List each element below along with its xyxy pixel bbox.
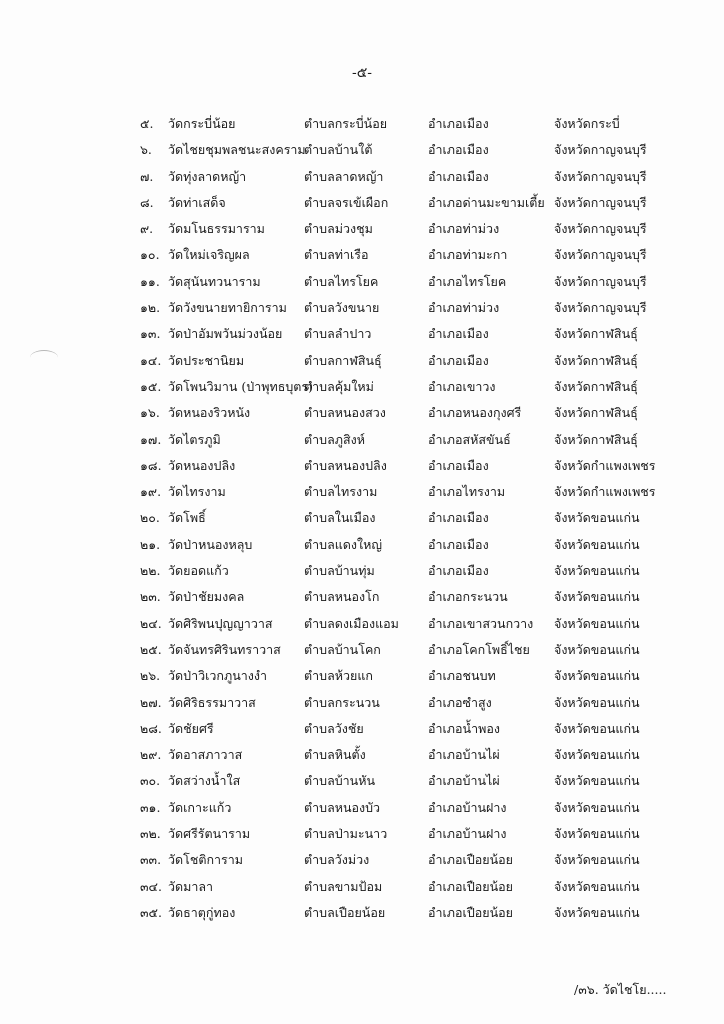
district: อำเภอเมือง xyxy=(428,142,489,158)
temple-name: วัดป่าวิเวกภูนางงำ xyxy=(168,668,267,684)
district: อำเภอเมือง xyxy=(428,326,489,342)
list-item xyxy=(0,243,724,269)
province: จังหวัดกาญจนบุรี xyxy=(554,142,647,158)
row-number: ๓๑. xyxy=(140,799,161,815)
province: จังหวัดขอนแก่น xyxy=(554,747,640,763)
province: จังหวัดกาฬสินธุ์ xyxy=(554,405,638,421)
list-item xyxy=(0,901,724,927)
list-item xyxy=(0,191,724,217)
province: จังหวัดขอนแก่น xyxy=(554,694,640,710)
temple-name: วัดป่าหนองหลุบ xyxy=(168,536,253,552)
district: อำเภอหนองกุงศรี xyxy=(428,405,522,421)
province: จังหวัดกำแพงเพชร xyxy=(554,484,656,500)
row-number: ๓๒. xyxy=(140,826,161,842)
province: จังหวัดขอนแก่น xyxy=(554,536,640,552)
district: อำเภอเขาวง xyxy=(428,378,496,394)
list-item xyxy=(0,217,724,243)
list-item xyxy=(0,822,724,848)
subdistrict: ตำบลแดงใหญ่ xyxy=(304,536,383,552)
row-number: ๒๙. xyxy=(140,747,162,763)
province: จังหวัดกระบี่ xyxy=(554,116,620,131)
temple-list xyxy=(0,112,724,927)
row-number: ๖. xyxy=(140,142,152,158)
list-item xyxy=(0,796,724,822)
list-item xyxy=(0,428,724,454)
row-number: ๒๕. xyxy=(140,641,162,657)
list-item xyxy=(0,664,724,690)
province: จังหวัดกาญจนบุรี xyxy=(554,168,647,184)
district: อำเภอไทรงาม xyxy=(428,484,506,500)
subdistrict: ตำบลบ้านหัน xyxy=(304,773,376,789)
subdistrict: ตำบลหนองบัว xyxy=(304,799,381,815)
province: จังหวัดขอนแก่น xyxy=(554,826,640,842)
subdistrict: ตำบลม่วงชุม xyxy=(304,221,373,237)
district: อำเภอเมือง xyxy=(428,116,489,131)
list-item xyxy=(0,717,724,743)
province: จังหวัดกาฬสินธุ์ xyxy=(554,378,638,394)
temple-name: วัดประชานิยม xyxy=(168,352,245,368)
list-item xyxy=(0,454,724,480)
list-item xyxy=(0,506,724,532)
list-item xyxy=(0,638,724,664)
temple-name: วัดสุนันทวนาราม xyxy=(168,273,261,289)
province: จังหวัดขอนแก่น xyxy=(554,510,640,526)
temple-name: วัดทุ่งลาดหญ้า xyxy=(168,168,247,184)
row-number: ๗. xyxy=(140,168,154,184)
province: จังหวัดกาญจนบุรี xyxy=(554,273,647,289)
province: จังหวัดขอนแก่น xyxy=(554,641,640,657)
district: อำเภอบ้านไผ่ xyxy=(428,773,500,789)
district: อำเภอบ้านไผ่ xyxy=(428,747,500,763)
row-number: ๑๑. xyxy=(140,273,160,289)
province: จังหวัดกาญจนบุรี xyxy=(554,300,647,316)
list-item xyxy=(0,296,724,322)
row-number: ๒๑. xyxy=(140,536,161,552)
list-item xyxy=(0,533,724,559)
row-number: ๒๔. xyxy=(140,615,162,631)
temple-name: วัดสว่างน้ำใส xyxy=(168,773,241,789)
list-item xyxy=(0,138,724,164)
row-number: ๓๓. xyxy=(140,852,162,868)
province: จังหวัดขอนแก่น xyxy=(554,668,640,684)
subdistrict: ตำบลบ้านโคก xyxy=(304,641,381,657)
temple-name: วัดยอดแก้ว xyxy=(168,563,229,579)
district: อำเภอท่ามะกา xyxy=(428,247,508,263)
district: อำเภอท่าม่วง xyxy=(428,221,500,237)
temple-name: วัดมาลา xyxy=(168,878,214,894)
district: อำเภอเมือง xyxy=(428,168,489,184)
temple-name: วัดศรีรัตนาราม xyxy=(168,826,251,842)
temple-name: วัดโพธิ์ xyxy=(168,510,206,526)
subdistrict: ตำบลกระบี่น้อย xyxy=(304,116,388,131)
district: อำเภอซำสูง xyxy=(428,694,492,710)
subdistrict: ตำบลวังขนาย xyxy=(304,300,380,316)
subdistrict: ตำบลห้วยแก xyxy=(304,668,373,684)
district: อำเภอเปือยน้อย xyxy=(428,852,513,868)
subdistrict: ตำบลในเมือง xyxy=(304,510,376,526)
list-item xyxy=(0,401,724,427)
district: อำเภอกระนวน xyxy=(428,589,508,605)
list-item xyxy=(0,585,724,611)
row-number: ๑๔. xyxy=(140,352,162,368)
district: อำเภอโคกโพธิ์ไชย xyxy=(428,641,530,657)
list-item xyxy=(0,270,724,296)
list-item xyxy=(0,612,724,638)
district: อำเภอเขาสวนกวาง xyxy=(428,615,534,631)
district: อำเภอเปือยน้อย xyxy=(428,878,513,894)
province: จังหวัดกาฬสินธุ์ xyxy=(554,431,638,447)
temple-name: วัดโชติการาม xyxy=(168,852,244,868)
district: อำเภอไทรโยค xyxy=(428,273,507,289)
subdistrict: ตำบลภูสิงห์ xyxy=(304,431,365,447)
subdistrict: ตำบลลาดหญ้า xyxy=(304,168,384,184)
district: อำเภอชนบท xyxy=(428,668,496,684)
subdistrict: ตำบลหนองปลิง xyxy=(304,457,387,473)
temple-name: วัดเกาะแก้ว xyxy=(168,799,232,815)
subdistrict: ตำบลวังชัย xyxy=(304,720,364,736)
subdistrict: ตำบลหินตั้ง xyxy=(304,747,366,763)
district: อำเภอสหัสขันธ์ xyxy=(428,431,511,447)
district: อำเภอด่านมะขามเตี้ย xyxy=(428,194,545,210)
temple-name: วัดชัยศรี xyxy=(168,720,214,736)
row-number: ๑๕. xyxy=(140,378,162,394)
province: จังหวัดขอนแก่น xyxy=(554,589,640,605)
subdistrict: ตำบลคุ้มใหม่ xyxy=(304,378,374,394)
temple-name: วัดป่าชัยมงคล xyxy=(168,589,245,605)
list-item xyxy=(0,480,724,506)
province: จังหวัดขอนแก่น xyxy=(554,773,640,789)
temple-name: วัดท่าเสด็จ xyxy=(168,194,226,210)
subdistrict: ตำบลหนองโก xyxy=(304,589,380,605)
district: อำเภอน้ำพอง xyxy=(428,720,500,736)
row-number: ๒๘. xyxy=(140,720,162,736)
row-number: ๑๓. xyxy=(140,326,161,342)
row-number: ๑๙. xyxy=(140,484,162,500)
row-number: ๑๘. xyxy=(140,457,162,473)
list-item xyxy=(0,112,724,138)
subdistrict: ตำบลหนองสวง xyxy=(304,405,386,421)
temple-name: วัดหนองปลิง xyxy=(168,457,236,473)
subdistrict: ตำบลบ้านทุ่ม xyxy=(304,563,375,579)
list-item xyxy=(0,559,724,585)
district: อำเภอบ้านฝาง xyxy=(428,799,507,815)
district: อำเภอเมือง xyxy=(428,352,489,368)
list-item xyxy=(0,165,724,191)
list-item xyxy=(0,691,724,717)
row-number: ๒๐. xyxy=(140,510,160,526)
list-item xyxy=(0,349,724,375)
list-item xyxy=(0,848,724,874)
province: จังหวัดกาญจนบุรี xyxy=(554,247,647,263)
temple-name: วัดไตรภูมิ xyxy=(168,431,221,447)
province: จังหวัดกาฬสินธุ์ xyxy=(554,352,638,368)
row-number: ๒๗. xyxy=(140,694,162,710)
subdistrict: ตำบลไทรงาม xyxy=(304,484,378,500)
temple-name: วัดกระบี่น้อย xyxy=(168,116,236,131)
list-item xyxy=(0,375,724,401)
district: อำเภอเมือง xyxy=(428,510,489,526)
row-number: ๙. xyxy=(140,221,154,237)
row-number: ๕. xyxy=(140,116,154,131)
district: อำเภอเปือยน้อย xyxy=(428,904,513,920)
subdistrict: ตำบลลำปาว xyxy=(304,326,372,342)
temple-name: วัดศิริธรรมาวาส xyxy=(168,694,256,710)
row-number: ๘. xyxy=(140,194,154,210)
continuation-footer: /๓๖. วัดไชโย..... xyxy=(574,982,667,997)
subdistrict: ตำบลวังม่วง xyxy=(304,852,370,868)
row-number: ๑๗. xyxy=(140,431,162,447)
subdistrict: ตำบลไทรโยค xyxy=(304,273,379,289)
subdistrict: ตำบลกระนวน xyxy=(304,694,380,710)
province: จังหวัดกาญจนบุรี xyxy=(554,194,647,210)
page-number: -๕- xyxy=(351,65,373,81)
list-item xyxy=(0,875,724,901)
temple-name: วัดไชยชุมพลชนะสงคราม xyxy=(168,142,306,158)
list-item xyxy=(0,769,724,795)
temple-name: วัดไทรงาม xyxy=(168,484,226,500)
district: อำเภอบ้านฝาง xyxy=(428,826,507,842)
district: อำเภอท่าม่วง xyxy=(428,300,500,316)
temple-name: วัดอาสภาวาส xyxy=(168,747,243,763)
province: จังหวัดขอนแก่น xyxy=(554,852,640,868)
row-number: ๑๖. xyxy=(140,405,160,421)
subdistrict: ตำบลบ้านใต้ xyxy=(304,142,373,158)
row-number: ๒๓. xyxy=(140,589,161,605)
subdistrict: ตำบลดงเมืองแอม xyxy=(304,615,399,631)
subdistrict: ตำบลป่ามะนาว xyxy=(304,826,388,842)
province: จังหวัดขอนแก่น xyxy=(554,563,640,579)
district: อำเภอเมือง xyxy=(428,457,489,473)
subdistrict: ตำบลเปือยน้อย xyxy=(304,904,386,920)
temple-name: วัดวังขนายทายิการาม xyxy=(168,300,287,316)
subdistrict: ตำบลจรเข้เผือก xyxy=(304,194,389,210)
province: จังหวัดขอนแก่น xyxy=(554,720,640,736)
row-number: ๓๔. xyxy=(140,878,162,894)
row-number: ๓๐. xyxy=(140,773,161,789)
province: จังหวัดกาฬสินธุ์ xyxy=(554,326,638,342)
temple-name: วัดจันทรศิรินทราวาส xyxy=(168,641,281,657)
list-item xyxy=(0,743,724,769)
district: อำเภอเมือง xyxy=(428,563,489,579)
row-number: ๑๐. xyxy=(140,247,160,263)
row-number: ๒๖. xyxy=(140,668,161,684)
subdistrict: ตำบลกาฬสินธุ์ xyxy=(304,352,382,368)
row-number: ๒๒. xyxy=(140,563,161,579)
list-item xyxy=(0,322,724,348)
temple-name: วัดมโนธรรมาราม xyxy=(168,221,265,237)
temple-name: วัดป่าอัมพวันม่วงน้อย xyxy=(168,326,283,342)
row-number: ๑๒. xyxy=(140,300,161,316)
province: จังหวัดขอนแก่น xyxy=(554,615,640,631)
temple-name: วัดศิริพนปุญญาวาส xyxy=(168,615,273,631)
district: อำเภอเมือง xyxy=(428,536,489,552)
province: จังหวัดขอนแก่น xyxy=(554,799,640,815)
temple-name: วัดธาตุกู่ทอง xyxy=(168,904,236,920)
temple-name: วัดหนองริวหนัง xyxy=(168,405,251,421)
province: จังหวัดขอนแก่น xyxy=(554,904,640,920)
row-number: ๓๕. xyxy=(140,904,162,920)
province: จังหวัดกำแพงเพชร xyxy=(554,457,656,473)
temple-name: วัดโพนวิมาน (ป่าพุทธบุตร) xyxy=(168,378,314,394)
province: จังหวัดขอนแก่น xyxy=(554,878,640,894)
subdistrict: ตำบลท่าเรือ xyxy=(304,247,369,263)
province: จังหวัดกาญจนบุรี xyxy=(554,221,647,237)
subdistrict: ตำบลขามป้อม xyxy=(304,878,383,894)
temple-name: วัดใหม่เจริญผล xyxy=(168,247,250,263)
